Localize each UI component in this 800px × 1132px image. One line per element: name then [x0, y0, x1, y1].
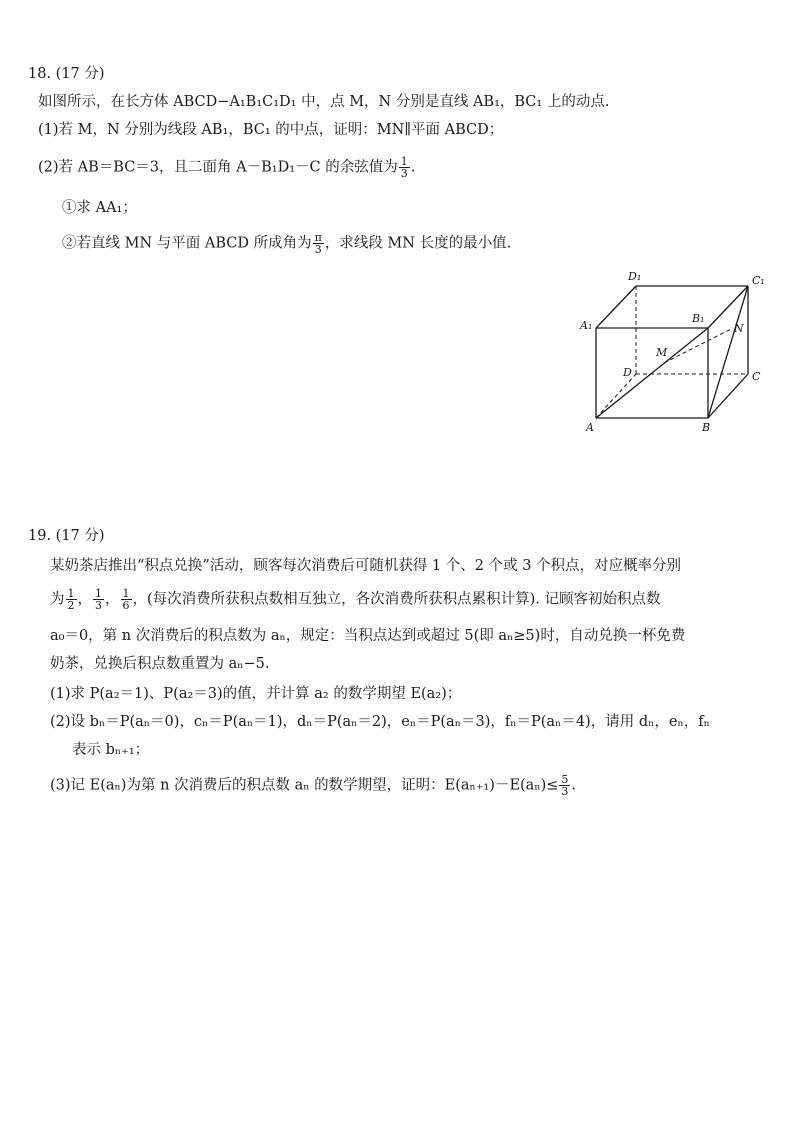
q19-bound-denominator: 3 — [561, 785, 569, 798]
q18-stem: 如图所示，在长方体 ABCD−A₁B₁C₁D₁ 中，点 M，N 分别是直线 AB₁，BC₁ 上的动点. — [38, 94, 610, 110]
cuboid-diagram — [568, 268, 778, 436]
q18-part2-end: . — [410, 159, 416, 176]
q18-angle-denominator: 3 — [314, 243, 322, 256]
q18-cosine-denominator: 3 — [400, 167, 408, 180]
label-D: D — [623, 366, 632, 379]
q19-part3-text: (3)记 E(aₙ)为第 n 次消费后的积点数 aₙ 的数学期望，证明：E(aₙ₊₁)－E(aₙ)≤ — [50, 777, 559, 794]
prob3-denominator: 6 — [122, 599, 130, 612]
label-N: N — [734, 322, 744, 335]
prob2-denominator: 3 — [95, 599, 102, 612]
prob-one-sixth — [121, 588, 132, 611]
label-B: B — [702, 421, 711, 434]
label-B1: B₁ — [692, 312, 705, 325]
q19-line1: 某奶茶店推出“积点兑换”活动，顾客每次消费后可随机获得 1 个、2 个或 3 个积点，对应概率分别 — [50, 558, 682, 574]
q19-part3 — [50, 774, 576, 797]
q18-sub1: ①求 AA₁； — [62, 200, 137, 216]
q19-bound-fraction — [559, 774, 570, 797]
q19-bound-numerator: 5 — [561, 773, 569, 786]
q19-line2-rest: ，(每次消费所获积点数相互独立，各次消费所获积点累积计算). 记顾客初始积点数 — [132, 591, 661, 608]
q18-angle-fraction — [313, 232, 324, 255]
q19-line4: 奶茶，兑换后积点数重置为 aₙ−5. — [50, 656, 270, 672]
label-C1: C₁ — [752, 274, 765, 287]
label-A: A — [586, 421, 594, 434]
label-M: M — [656, 346, 668, 359]
edge-AD — [596, 374, 636, 418]
q19-part3-end: . — [571, 777, 577, 794]
diagonal-AB1 — [596, 328, 708, 418]
q18-angle-numerator: π — [314, 231, 322, 244]
q18-sub2 — [62, 232, 511, 255]
label-C: C — [752, 370, 761, 383]
prob-one-half — [66, 588, 77, 611]
q19-part1: (1)求 P(a₂＝1)、P(a₂＝3)的值，并计算 a₂ 的数学期望 E(a₂)； — [50, 686, 462, 702]
prob-one-third — [93, 588, 104, 611]
label-D1: D₁ — [628, 270, 642, 283]
q18-sub2-end: ，求线段 MN 长度的最小值. — [324, 235, 512, 252]
label-A1: A₁ — [580, 319, 593, 332]
q18-cosine-numerator: 1 — [400, 155, 408, 168]
q19-part2-line2: 表示 bₙ₊₁； — [72, 742, 150, 758]
q18-cosine-fraction — [399, 156, 410, 179]
prob3-numerator: 1 — [122, 587, 130, 600]
q19-part2-line1: (2)设 bₙ＝P(aₙ＝0)，cₙ＝P(aₙ＝1)，dₙ＝P(aₙ＝2)，eₙ＝P(aₙ＝3)，fₙ＝P(aₙ＝4)，请用 dₙ，eₙ，fₙ — [50, 714, 710, 730]
cuboid-figure — [568, 268, 778, 436]
prob2-numerator: 1 — [95, 587, 102, 600]
prob1-denominator: 2 — [67, 599, 75, 612]
prob1-numerator: 1 — [67, 587, 75, 600]
edge-A1D1 — [596, 286, 636, 328]
q18-part2-text: (2)若 AB＝BC＝3，且二面角 A－B₁D₁－C 的余弦值为 — [38, 159, 398, 176]
q19-line3: a₀＝0，第 n 次消费后的积点数为 aₙ，规定：当积点达到或超过 5(即 aₙ≥5)时，自动兑换一杯免费 — [50, 628, 686, 644]
q19-line2-start: 为 — [50, 591, 65, 608]
q18-part1: (1)若 M，N 分别为线段 AB₁，BC₁ 的中点，证明：MN∥平面 ABCD； — [38, 122, 504, 138]
q19-header: 19. (17 分) — [28, 528, 105, 544]
q18-sub2-text: ②若直线 MN 与平面 ABCD 所成角为 — [62, 235, 312, 252]
q18-part2 — [38, 156, 415, 179]
diagonal-BC1 — [708, 286, 748, 418]
q18-header: 18. (17 分) — [28, 66, 105, 82]
segment-MN — [664, 328, 733, 363]
q19-line2: 为 $\frac{1}{2}$ ， $\frac{1}{3}$ ， $\frac{1}{6}$ ，(每次消费所获积点数相互独立，各次消费所获积点累积计算). 记顾客初始积点数 — [50, 587, 661, 612]
